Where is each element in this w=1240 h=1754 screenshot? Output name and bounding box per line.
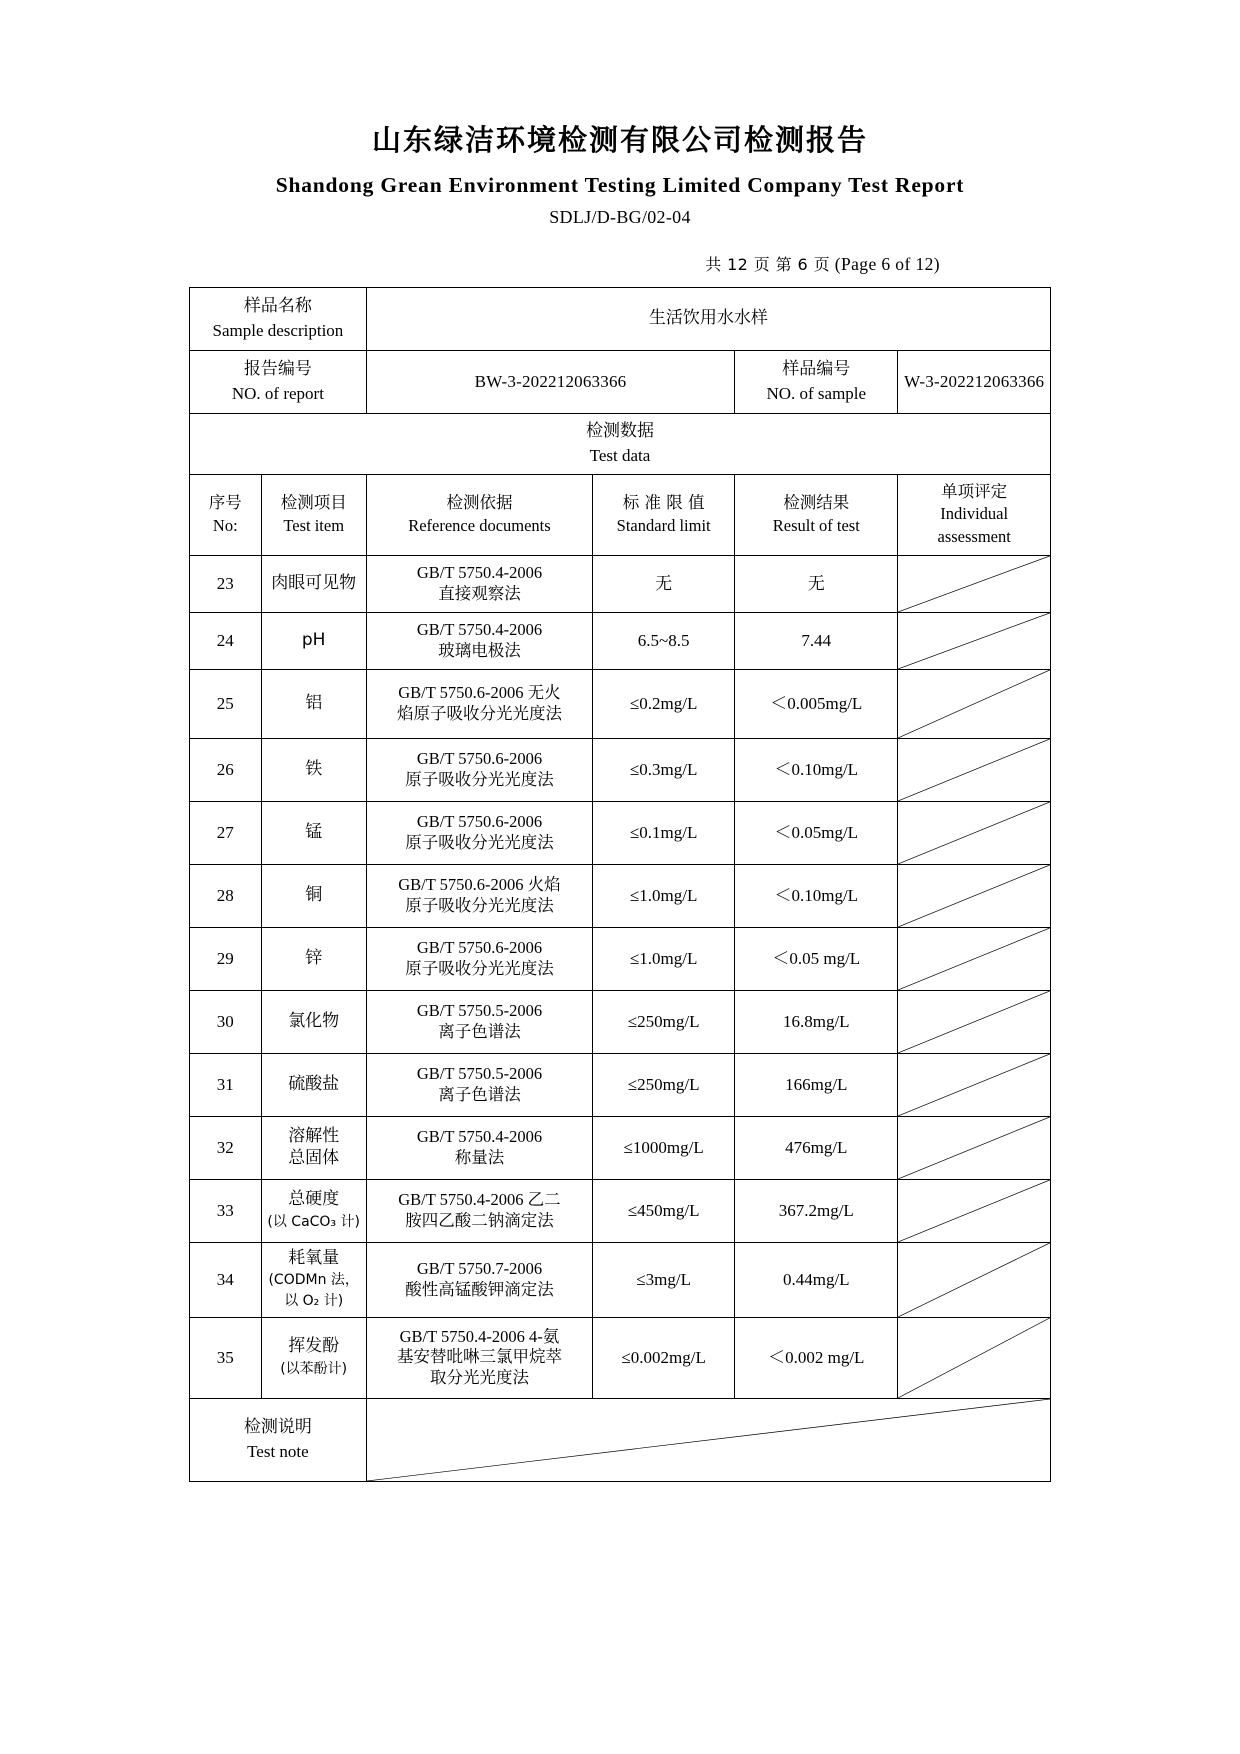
cell-standard-limit: ≤250mg/L [593, 990, 735, 1053]
cell-individual-assessment [898, 1053, 1051, 1116]
cell-no: 23 [190, 555, 262, 612]
cell-individual-assessment [898, 1179, 1051, 1242]
column-header-item: 检测项目 Test item [261, 474, 366, 555]
page-title-cn: 山东绿洁环境检测有限公司检测报告 [371, 123, 868, 157]
test-data-section-title: 检测数据 Test data [190, 413, 1051, 474]
cell-result: 7.44 [735, 612, 898, 669]
cell-standard-limit: ≤1.0mg/L [593, 927, 735, 990]
cell-test-item: 耗氧量 (CODMn 法， 以 O₂ 计) [261, 1242, 366, 1317]
cell-individual-assessment [898, 669, 1051, 738]
cell-reference-document: GB/T 5750.7-2006 酸性高锰酸钾滴定法 [366, 1242, 592, 1317]
cell-individual-assessment [898, 1116, 1051, 1179]
cell-result: ＜0.10mg/L [735, 738, 898, 801]
cell-result: ＜0.05 mg/L [735, 927, 898, 990]
table-row [190, 555, 1051, 612]
cell-result: 476mg/L [735, 1116, 898, 1179]
table-header-row [190, 474, 1051, 555]
cell-no: 26 [190, 738, 262, 801]
sample-no-label: 样品编号 NO. of sample [735, 350, 898, 413]
table-row-section-title [190, 413, 1051, 474]
cell-no: 30 [190, 990, 262, 1053]
cell-standard-limit: ≤0.1mg/L [593, 801, 735, 864]
table-row [190, 801, 1051, 864]
page-number-en: (Page 6 of 12) [834, 253, 940, 274]
cell-result: 367.2mg/L [735, 1179, 898, 1242]
cell-standard-limit: ≤1.0mg/L [593, 864, 735, 927]
cell-individual-assessment [898, 555, 1051, 612]
cell-standard-limit: ≤0.2mg/L [593, 669, 735, 738]
cell-test-item: 铝 [261, 669, 366, 738]
cell-no: 28 [190, 864, 262, 927]
cell-test-item: 锰 [261, 801, 366, 864]
cell-no: 34 [190, 1242, 262, 1317]
cell-reference-document: GB/T 5750.4-2006 4-氨 基安替吡啉三氯甲烷萃 取分光光度法 [366, 1317, 592, 1398]
table-row [190, 1242, 1051, 1317]
cell-reference-document: GB/T 5750.6-2006 原子吸收分光光度法 [366, 801, 592, 864]
table-row-sample-description [190, 287, 1051, 350]
page-number-info [0, 252, 1240, 275]
cell-no: 31 [190, 1053, 262, 1116]
column-header-result: 检测结果 Result of test [735, 474, 898, 555]
column-header-limit: 标 准 限 值 Standard limit [593, 474, 735, 555]
table-row [190, 1053, 1051, 1116]
cell-test-item: 总硬度 (以 CaCO₃ 计) [261, 1179, 366, 1242]
page-title-en: Shandong Grean Environment Testing Limited Company Test Report [275, 172, 965, 197]
cell-individual-assessment [898, 612, 1051, 669]
report-table [189, 287, 1051, 1482]
cell-test-item: 溶解性 总固体 [261, 1116, 366, 1179]
cell-test-item: 肉眼可见物 [261, 555, 366, 612]
cell-result: 无 [735, 555, 898, 612]
cell-standard-limit: ≤1000mg/L [593, 1116, 735, 1179]
column-header-assessment: 单项评定 Individual assessment [898, 474, 1051, 555]
cell-reference-document: GB/T 5750.4-2006 直接观察法 [366, 555, 592, 612]
cell-no: 35 [190, 1317, 262, 1398]
report-header [0, 0, 1240, 228]
cell-reference-document: GB/T 5750.6-2006 火焰 原子吸收分光光度法 [366, 864, 592, 927]
document-code: SDLJ/D-BG/02-04 [549, 206, 691, 227]
page-number-cn: 共 12 页 第 6 页 [705, 254, 830, 274]
test-note-label: 检测说明 Test note [190, 1398, 367, 1481]
cell-no: 24 [190, 612, 262, 669]
table-row-test-note [190, 1398, 1051, 1481]
cell-reference-document: GB/T 5750.4-2006 称量法 [366, 1116, 592, 1179]
cell-reference-document: GB/T 5750.5-2006 离子色谱法 [366, 1053, 592, 1116]
cell-individual-assessment [898, 1242, 1051, 1317]
cell-standard-limit: ≤0.3mg/L [593, 738, 735, 801]
table-row [190, 1317, 1051, 1398]
cell-result: 0.44mg/L [735, 1242, 898, 1317]
cell-test-item: 锌 [261, 927, 366, 990]
cell-individual-assessment [898, 990, 1051, 1053]
cell-test-item: 氯化物 [261, 990, 366, 1053]
cell-reference-document: GB/T 5750.4-2006 乙二 胺四乙酸二钠滴定法 [366, 1179, 592, 1242]
cell-test-item: 铁 [261, 738, 366, 801]
cell-reference-document: GB/T 5750.6-2006 原子吸收分光光度法 [366, 738, 592, 801]
cell-result: 16.8mg/L [735, 990, 898, 1053]
cell-reference-document: GB/T 5750.4-2006 玻璃电极法 [366, 612, 592, 669]
report-table-wrap [189, 287, 1051, 1482]
report-no-label: 报告编号 NO. of report [190, 350, 367, 413]
cell-standard-limit: ≤3mg/L [593, 1242, 735, 1317]
cell-standard-limit: 无 [593, 555, 735, 612]
cell-individual-assessment [898, 1317, 1051, 1398]
cell-individual-assessment [898, 801, 1051, 864]
cell-test-item: 铜 [261, 864, 366, 927]
cell-test-item: pH [261, 612, 366, 669]
column-header-reference: 检测依据 Reference documents [366, 474, 592, 555]
test-note-value [366, 1398, 1050, 1481]
cell-no: 29 [190, 927, 262, 990]
cell-result: 166mg/L [735, 1053, 898, 1116]
cell-result: ＜0.10mg/L [735, 864, 898, 927]
sample-description-label: 样品名称 Sample description [190, 287, 367, 350]
table-row [190, 864, 1051, 927]
cell-standard-limit: ≤0.002mg/L [593, 1317, 735, 1398]
table-row [190, 669, 1051, 738]
table-row [190, 1116, 1051, 1179]
cell-standard-limit: ≤450mg/L [593, 1179, 735, 1242]
cell-standard-limit: ≤250mg/L [593, 1053, 735, 1116]
table-row [190, 738, 1051, 801]
table-row [190, 1179, 1051, 1242]
column-header-no: 序号 No: [190, 474, 262, 555]
sample-description-value: 生活饮用水水样 [366, 287, 1050, 350]
sample-no-value: W-3-202212063366 [898, 350, 1051, 413]
cell-test-item: 硫酸盐 [261, 1053, 366, 1116]
cell-result: ＜0.002 mg/L [735, 1317, 898, 1398]
cell-no: 33 [190, 1179, 262, 1242]
cell-no: 25 [190, 669, 262, 738]
cell-reference-document: GB/T 5750.6-2006 无火 焰原子吸收分光光度法 [366, 669, 592, 738]
table-row [190, 990, 1051, 1053]
cell-individual-assessment [898, 864, 1051, 927]
cell-no: 32 [190, 1116, 262, 1179]
cell-result: ＜0.05mg/L [735, 801, 898, 864]
cell-no: 27 [190, 801, 262, 864]
table-row-report-numbers [190, 350, 1051, 413]
report-no-value: BW-3-202212063366 [366, 350, 734, 413]
cell-individual-assessment [898, 738, 1051, 801]
cell-individual-assessment [898, 927, 1051, 990]
table-row [190, 612, 1051, 669]
cell-standard-limit: 6.5~8.5 [593, 612, 735, 669]
cell-reference-document: GB/T 5750.6-2006 原子吸收分光光度法 [366, 927, 592, 990]
cell-reference-document: GB/T 5750.5-2006 离子色谱法 [366, 990, 592, 1053]
table-row [190, 927, 1051, 990]
cell-test-item: 挥发酚 (以苯酚计) [261, 1317, 366, 1398]
cell-result: ＜0.005mg/L [735, 669, 898, 738]
